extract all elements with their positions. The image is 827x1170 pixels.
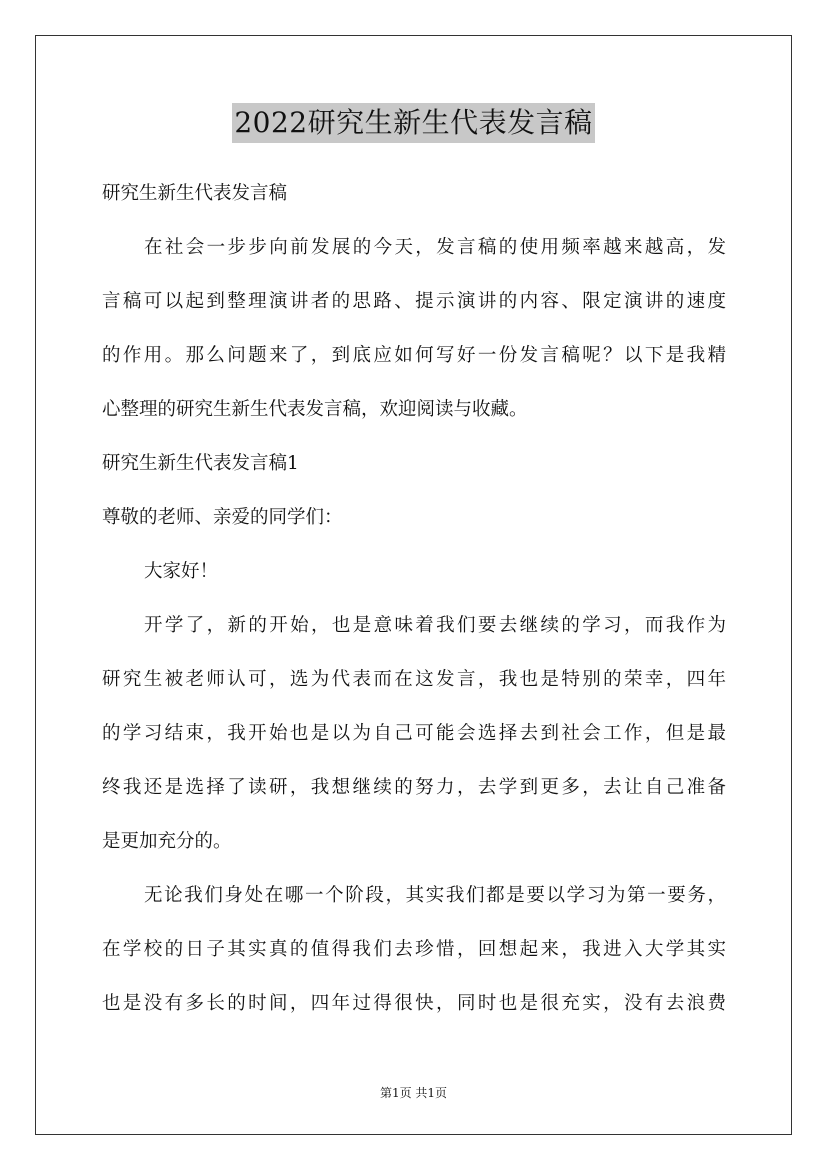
paragraph-line: 无论我们身处在哪一个阶段，其实我们都是要以学习为第一要务， <box>144 885 726 906</box>
paragraph-line: 终我还是选择了读研，我想继续的努力，去学到更多，去让自己准备 <box>102 777 726 798</box>
paragraph-line: 研究生被老师认可，选为代表而在这发言，我也是特别的荣幸，四年 <box>102 669 726 690</box>
paragraph-line: 言稿可以起到整理演讲者的思路、提示演讲的内容、限定演讲的速度 <box>102 291 726 312</box>
paragraph-line: 在学校的日子其实真的值得我们去珍惜，回想起来，我进入大学其实 <box>102 939 726 960</box>
paragraph-line: 的学习结束，我开始也是以为自己可能会选择去到社会工作，但是最 <box>102 723 726 744</box>
paragraph-line: 在社会一步步向前发展的今天，发言稿的使用频率越来越高，发 <box>144 237 726 258</box>
paragraph-line: 是更加充分的。 <box>102 831 232 852</box>
title-container <box>0 103 827 143</box>
paragraph-line: 心整理的研究生新生代表发言稿，欢迎阅读与收藏。 <box>102 399 528 420</box>
document-title: 2022研究生新生代表发言稿 <box>232 103 594 143</box>
intro-heading: 研究生新生代表发言稿 <box>102 183 288 204</box>
paragraph-line: 开学了，新的开始，也是意味着我们要去继续的学习，而我作为 <box>144 615 726 636</box>
page-number-footer: 第1页 共1页 <box>379 1086 448 1100</box>
salutation: 尊敬的老师、亲爱的同学们： <box>102 507 343 528</box>
section-heading: 研究生新生代表发言稿1 <box>102 453 299 474</box>
paragraph-line: 的作用。那么问题来了，到底应如何写好一份发言稿呢？以下是我精 <box>102 345 726 366</box>
greeting: 大家好！ <box>144 561 219 582</box>
paragraph-line: 也是没有多长的时间，四年过得很快，同时也是很充实，没有去浪费 <box>102 993 726 1014</box>
